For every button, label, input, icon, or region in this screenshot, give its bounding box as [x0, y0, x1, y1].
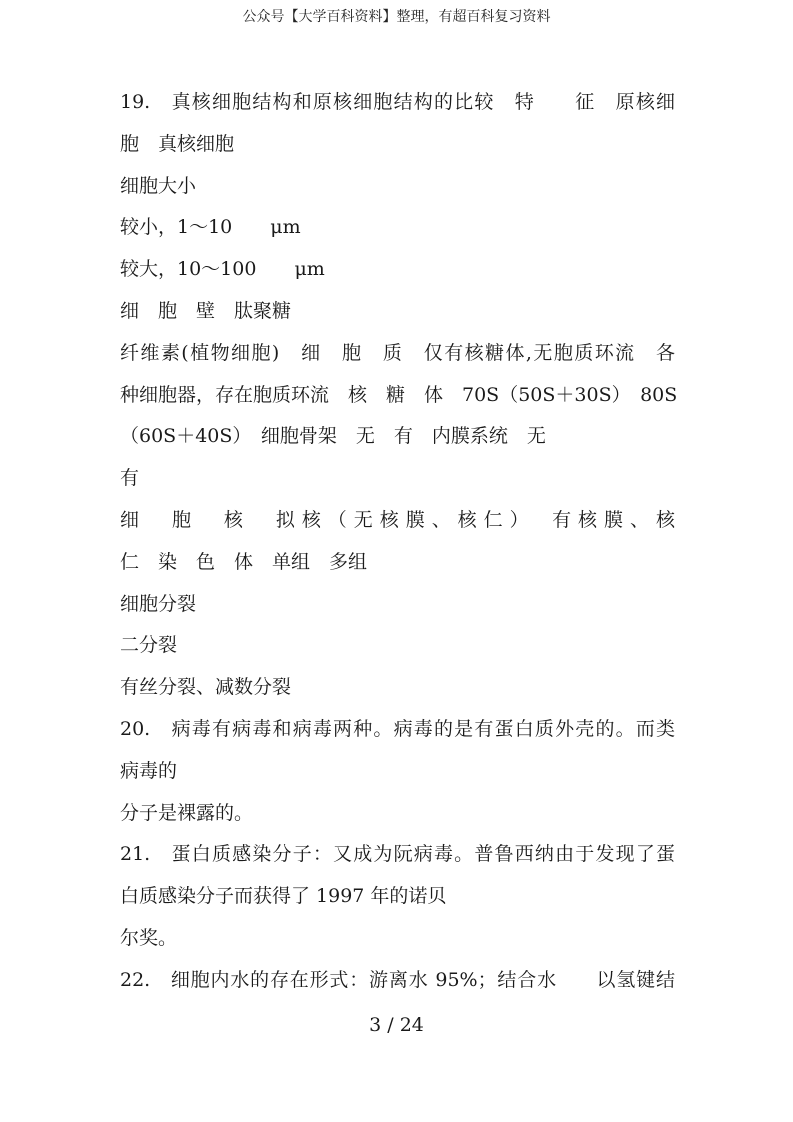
- text-line: 19. 真核细胞结构和原核细胞结构的比较 特 征 原核细: [120, 91, 675, 113]
- text-line: 胞 真核细胞: [120, 132, 235, 155]
- text-line: 细 胞 核 拟核（无核膜、核仁） 有核膜、核: [120, 508, 675, 531]
- text-line: 有: [120, 467, 140, 490]
- text-line: 病毒的: [120, 759, 178, 782]
- text-line: 22. 细胞内水的存在形式：游离水 95%；结合水 以氢键结: [120, 968, 675, 991]
- text-line: 细胞大小: [120, 174, 197, 197]
- text-line: 纤维素(植物细胞) 细 胞 质 仅有核糖体,无胞质环流 各: [120, 341, 675, 364]
- text-line: 较小，1～10 μm: [120, 216, 301, 239]
- text-line: 仁 染 色 体 单组 多组: [120, 550, 368, 573]
- text-line: 白质感染分子而获得了 1997 年的诺贝: [120, 885, 447, 908]
- text-line: 细胞分裂: [120, 592, 197, 615]
- page-number: 3 / 24: [369, 1014, 424, 1036]
- page-header: 公众号【大学百科资料】整理，有超百科复习资料: [242, 9, 551, 25]
- document-body: [120, 82, 678, 1002]
- text-line: 较大，10～100 μm: [120, 258, 325, 281]
- text-line: 二分裂: [120, 634, 178, 657]
- text-line: 20. 病毒有病毒和病毒两种。病毒的是有蛋白质外壳的。而类: [120, 717, 675, 740]
- text-line: 21. 蛋白质感染分子：又成为阮病毒。普鲁西纳由于发现了蛋: [120, 843, 675, 866]
- text-line: 种细胞器，存在胞质环流 核 糖 体 70S（50S＋30S） 80S: [120, 383, 678, 406]
- text-line: 尔奖。: [120, 926, 178, 949]
- text-line: （60S＋40S） 细胞骨架 无 有 内膜系统 无: [120, 425, 546, 448]
- text-line: 有丝分裂、减数分裂: [120, 676, 292, 699]
- text-line: 细 胞 壁 肽聚糖: [120, 299, 292, 322]
- text-line: 分子是裸露的。: [120, 801, 254, 824]
